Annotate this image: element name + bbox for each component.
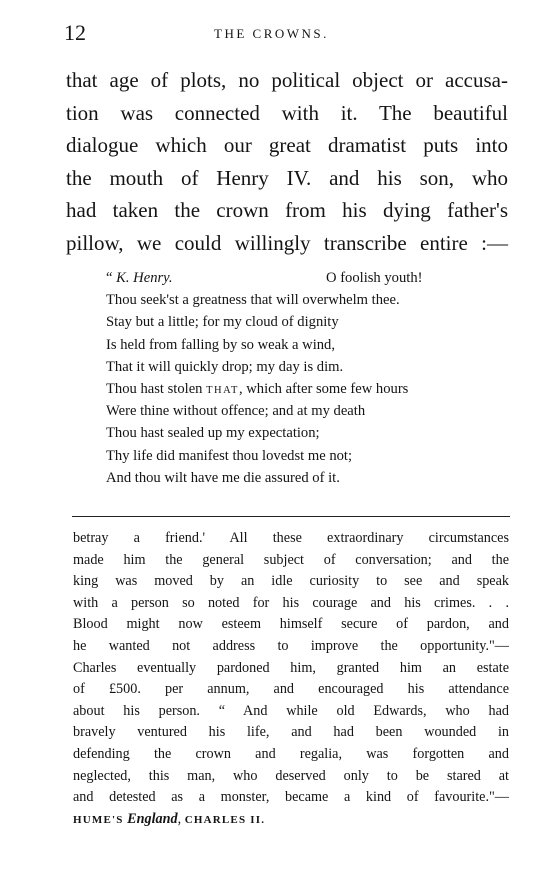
footnote-line: Blood might now esteem himself secure of pardon, and bbox=[73, 616, 509, 633]
body-line: the mouth of Henry IV. and his son, who bbox=[66, 165, 508, 190]
footnote-line: defending the crown and regalia, was forgotten and bbox=[73, 745, 509, 762]
footnote-line: of £500. per annum, and encouraged his attendance bbox=[73, 681, 509, 698]
verse-line bbox=[106, 378, 512, 400]
page-number: 12 bbox=[64, 20, 86, 45]
footnote-line: he wanted not address to improve the opportunity."— bbox=[73, 637, 509, 654]
footnote-line: betray a friend.' All these extraordinary circumstances bbox=[73, 530, 509, 546]
body-line: that age of plots, no political object or accusa- bbox=[66, 68, 508, 92]
speaker-label bbox=[106, 267, 206, 289]
verse-quotation bbox=[106, 267, 512, 489]
footnote-citation: HUME'S England, CHARLES II. bbox=[73, 810, 266, 827]
verse-opening-words: O foolish youth! bbox=[326, 270, 423, 286]
verse-fragment: , which after some few hours bbox=[238, 380, 409, 397]
footnote-divider bbox=[72, 516, 510, 517]
body-line: tion was connected with it. The beautiful bbox=[66, 100, 508, 125]
verse-line: And thou wilt have me die assured of it. bbox=[106, 469, 340, 486]
body-line: pillow, we could willingly transcribe entire :— bbox=[66, 230, 508, 255]
verse-line: Thou seek'st a greatness that will overwhelm thee. bbox=[106, 292, 400, 309]
footnote-line: and detested as a monster, became a kind of favourite."— bbox=[73, 789, 509, 806]
footnote-line: bravely ventured his life, and had been wounded in bbox=[73, 724, 509, 741]
footnote bbox=[73, 528, 509, 830]
main-paragraph bbox=[66, 64, 508, 259]
verse-line: Thou hast sealed up my expectation; bbox=[106, 425, 320, 442]
open-quote: “ bbox=[106, 270, 113, 286]
page-header bbox=[64, 20, 515, 46]
verse-line: Were thine without offence; and at my death bbox=[106, 403, 366, 420]
body-line: dialogue which our great dramatist puts into bbox=[66, 133, 508, 157]
footnote-line: neglected, this man, who deserved only to be stared at bbox=[73, 767, 509, 784]
verse-first-line bbox=[106, 267, 512, 289]
verse-fragment: Thou hast stolen bbox=[106, 380, 207, 397]
footnote-line: made him the general subject of conversation; and the bbox=[73, 551, 509, 568]
citation-chapter: CHARLES II. bbox=[184, 813, 266, 826]
citation-author: HUME'S bbox=[73, 813, 124, 826]
footnote-line: king was moved by an idle curiosity to see and speak bbox=[73, 573, 509, 590]
verse-line: That it will quickly drop; my day is dim. bbox=[106, 358, 344, 375]
footnote-line: Charles eventually pardoned him, granted him an estate bbox=[73, 659, 509, 676]
body-line: had taken the crown from his dying father's bbox=[66, 198, 508, 222]
footnote-line: about his person. “ And while old Edwards, who had bbox=[73, 702, 509, 719]
verse-line: Stay but a little; for my cloud of dignity bbox=[106, 314, 339, 331]
speaker-name: K. Henry. bbox=[116, 270, 173, 286]
citation-work: England bbox=[127, 810, 178, 827]
verse-line: Thy life did manifest thou lovedst me not; bbox=[106, 447, 353, 464]
verse-smallcaps-word: THAT bbox=[206, 384, 239, 396]
running-title: THE CROWNS. bbox=[214, 26, 329, 41]
verse-line: Is held from falling by so weak a wind, bbox=[106, 336, 335, 353]
footnote-line: with a person so noted for his courage and his crimes. . . bbox=[73, 594, 509, 611]
